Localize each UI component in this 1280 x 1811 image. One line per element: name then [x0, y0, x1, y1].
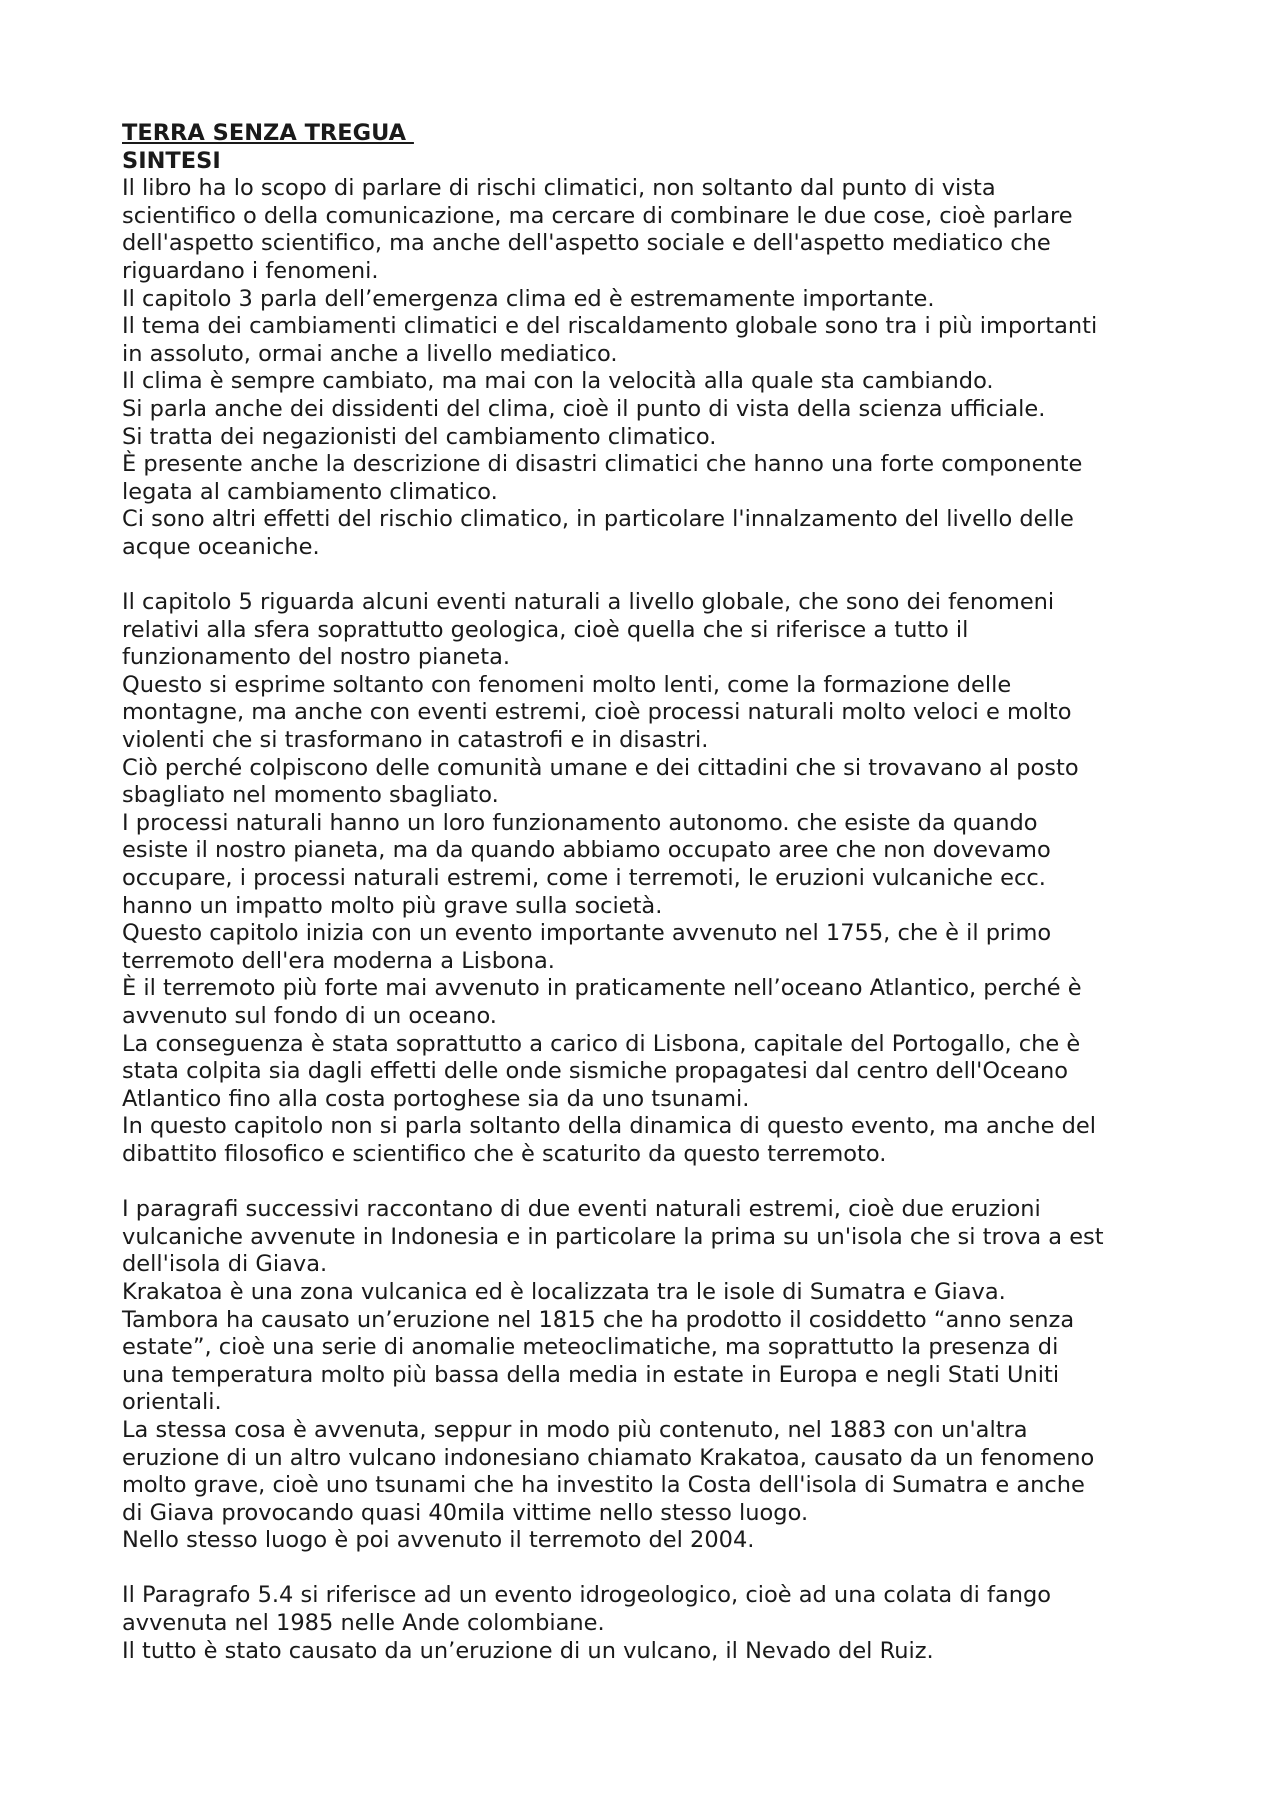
- document-subtitle: SINTESI: [122, 147, 221, 174]
- paragraph: Nello stesso luogo è poi avvenuto il terremoto del 2004.: [122, 1527, 755, 1554]
- paragraph: I paragrafi successivi raccontano di due eventi naturali estremi, cioè due eruzioni vulcaniche avvenute in Indonesia e in particolare la prima su un'isola che si trova a est dell'isola di Giava.: [122, 1196, 1104, 1278]
- document-page: [122, 120, 1182, 1665]
- section-2: [122, 589, 1182, 1168]
- paragraph: Il capitolo 3 parla dell’emergenza clima ed è estremamente importante.: [122, 285, 935, 312]
- section-1: [122, 175, 1182, 561]
- paragraph: Il tutto è stato causato da un’eruzione di un vulcano, il Nevado del Ruiz.: [122, 1637, 934, 1664]
- section-4: [122, 1582, 1182, 1665]
- paragraph: Il tema dei cambiamenti climatici e del riscaldamento globale sono tra i più importanti in assoluto, ormai anche a livello mediatico.: [122, 313, 1098, 367]
- paragraph: Krakatoa è una zona vulcanica ed è localizzata tra le isole di Sumatra e Giava.: [122, 1278, 1006, 1305]
- section-spacer: [122, 562, 1182, 590]
- paragraph: Si parla anche dei dissidenti del clima, cioè il punto di vista della scienza ufficiale.: [122, 395, 1046, 422]
- paragraph: Il capitolo 5 riguarda alcuni eventi naturali a livello globale, che sono dei fenomeni relativi alla sfera soprattutto geologica, cioè quella che si riferisce a tutto il funzionamento del nostro pianeta.: [122, 589, 1055, 671]
- paragraph: La conseguenza è stata soprattutto a carico di Lisbona, capitale del Portogallo, che è stata colpita sia dagli effetti delle onde sismiche propagatesi dal centro dell'Oceano Atlantico fino alla costa portoghese sia da uno tsunami.: [122, 1030, 1081, 1112]
- paragraph: I processi naturali hanno un loro funzionamento autonomo. che esiste da quando esiste il nostro pianeta, ma da quando abbiamo occupato aree che non dovevamo occupare, i processi naturali estremi, come i terremoti, le eruzioni vulcaniche ecc. hanno un impatto molto più grave sulla società.: [122, 809, 1051, 919]
- paragraph: È il terremoto più forte mai avvenuto in praticamente nell’oceano Atlantico, perché è avvenuto sul fondo di un oceano.: [122, 975, 1082, 1029]
- paragraph: Tambora ha causato un’eruzione nel 1815 che ha prodotto il cosiddetto “anno senza estate”, cioè una serie di anomalie meteoclimatiche, ma soprattutto la presenza di una temperatura molto più bassa della media in estate in Europa e negli Stati Uniti orientali.: [122, 1306, 1075, 1416]
- paragraph: Ci sono altri effetti del rischio climatico, in particolare l'innalzamento del livello delle acque oceaniche.: [122, 506, 1074, 560]
- section-spacer: [122, 1555, 1182, 1583]
- paragraph: Il libro ha lo scopo di parlare di rischi climatici, non soltanto dal punto di vista scientifico o della comunicazione, ma cercare di combinare le due cose, cioè parlare dell'aspetto scientifico, ma anche dell'aspetto sociale e dell'aspetto mediatico che riguardano i fenomeni.: [122, 175, 1073, 284]
- paragraph: Questo si esprime soltanto con fenomeni molto lenti, come la formazione delle montagne, ma anche con eventi estremi, cioè processi naturali molto veloci e molto violenti che si trasformano in catastrofi e in disastri.: [122, 671, 1072, 754]
- paragraph: La stessa cosa è avvenuta, seppur in modo più contenuto, nel 1883 con un'altra eruzione di un altro vulcano indonesiano chiamato Krakatoa, causato da un fenomeno molto grave, cioè uno tsunami che ha investito la Costa dell'isola di Sumatra e anche di Giava provocando quasi 40mila vittime nello stesso luogo.: [122, 1416, 1095, 1526]
- document-title: TERRA SENZA TREGUA: [122, 120, 414, 146]
- paragraph: Il clima è sempre cambiato, ma mai con la velocità alla quale sta cambiando.: [122, 368, 994, 395]
- section-spacer: [122, 1169, 1182, 1197]
- paragraph: Ciò perché colpiscono delle comunità umane e dei cittadini che si trovavano al posto sbagliato nel momento sbagliato.: [122, 754, 1079, 809]
- paragraph: In questo capitolo non si parla soltanto della dinamica di questo evento, ma anche del dibattito filosofico e scientifico che è scaturito da questo terremoto.: [122, 1113, 1096, 1167]
- paragraph: Questo capitolo inizia con un evento importante avvenuto nel 1755, che è il primo terremoto dell'era moderna a Lisbona.: [122, 920, 1052, 974]
- paragraph: È presente anche la descrizione di disastri climatici che hanno una forte componente legata al cambiamento climatico.: [122, 451, 1083, 505]
- paragraph: Si tratta dei negazionisti del cambiamento climatico.: [122, 423, 717, 450]
- paragraph: Il Paragrafo 5.4 si riferisce ad un evento idrogeologico, cioè ad una colata di fango avvenuta nel 1985 nelle Ande colombiane.: [122, 1582, 1052, 1637]
- section-3: [122, 1196, 1182, 1555]
